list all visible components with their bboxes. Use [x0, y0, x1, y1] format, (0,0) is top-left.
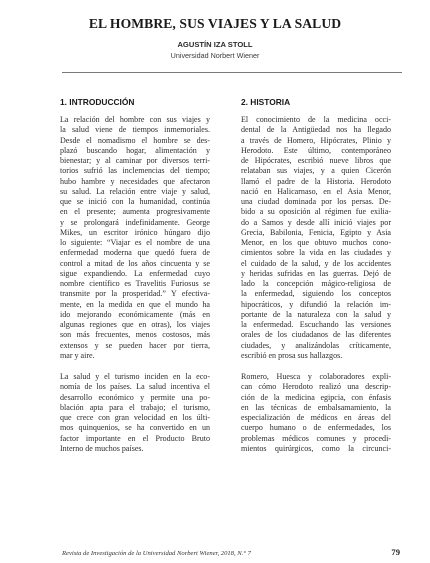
- header-divider: [62, 72, 402, 73]
- text-line: bido a su oposición al régimen fue exilia-: [241, 207, 391, 217]
- text-line: enfermedad moderna que quedó fuera de: [60, 248, 210, 258]
- text-line: son más frecuentes, menos costosos, más: [60, 330, 210, 340]
- journal-citation: Revista de Investigación de la Universidad Norbert Wiener, 2018, N.° 7: [62, 550, 251, 557]
- text-line: que crece con gran velocidad en los últi-: [60, 413, 210, 422]
- text-line: Menor, en los que obtuvo muchos cono-: [241, 238, 391, 247]
- text-line: factor importante en el Producto Bruto: [60, 433, 210, 443]
- text-line: extensos y se pueden hacer por tierra,: [60, 340, 210, 350]
- text-line: sigue expandiendo. La enfermedad cuyo: [60, 268, 210, 278]
- text-line: lado la concepción mágico-religiosa de: [241, 279, 391, 288]
- text-line: do a Samos y desde allí inició viajes por: [241, 217, 391, 227]
- text-line: La salud y el turismo inciden en la eco-: [60, 372, 210, 381]
- text-line: escribió en prosa sus hallazgos.: [241, 350, 343, 360]
- text-line: ido mejorando económicamente (más en: [60, 309, 210, 319]
- text-line: ciudades, y analizándolas críticamente,: [241, 340, 391, 350]
- text-line: hipocráticos, y difundió la relación im-: [241, 299, 391, 309]
- text-line: bienestar; y al caminar por diversos terri-: [60, 156, 210, 165]
- text-line: lo siguiente: “Viajar es el nombre de una: [60, 238, 210, 247]
- text-line: hubo hambre y necesidades que afectaron: [60, 176, 210, 186]
- text-line: Interno de muchos países.: [60, 443, 144, 453]
- text-line: la salud viene de tiempos inmemoriales.: [60, 125, 210, 135]
- text-line: Mikes, un escritor irónico húngaro dijo: [60, 227, 210, 237]
- text-line: dental de la Antigüedad nos ha llegado: [241, 125, 391, 135]
- text-line: su salud. La relación entre viaje y salud,: [60, 186, 210, 196]
- text-line: especialización de médicos en áreas del: [241, 413, 391, 422]
- paragraph: [241, 115, 391, 361]
- text-line: Romero, Huesca y colaboradores expli-: [241, 372, 391, 381]
- text-line: el cuidado de la salud, y de los accidentes: [241, 258, 391, 268]
- text-line: mar y aire.: [60, 350, 95, 360]
- text-line: orales de los ciudadanos de las diferentes: [241, 330, 391, 340]
- text-line: mente, en la medida en que el mundo ha: [60, 299, 210, 309]
- section-heading-introduccion: 1. INTRODUCCIÓN: [60, 97, 135, 107]
- text-line: torios sufrió las inclemencias del tiempo;: [60, 166, 210, 176]
- text-line: en las técnicas de embalsamamiento, la: [241, 402, 391, 412]
- text-line: nomía de los países. La salud incentiva el: [60, 382, 210, 392]
- text-line: nombre científico es Travelitis Furiosus se: [60, 279, 210, 288]
- text-line: llamó el padre de la Historia. Herodoto: [241, 176, 391, 186]
- text-line: mos quinquenios, se ha convertido en un: [60, 423, 210, 433]
- text-line: mientos quirúrgicos, como la circunci-: [241, 443, 391, 453]
- text-line: la enfermedad, siguiendo los conceptos: [241, 289, 391, 299]
- text-line: de Hipócrates, escribió nueve libros que: [241, 156, 391, 165]
- text-line: en el presente; aumenta progresivamente: [60, 207, 210, 217]
- text-line: que se inició con la humanidad, continúa: [60, 197, 210, 206]
- text-line: la enfermedad. Escuchando las versiones: [241, 320, 391, 329]
- text-line: y se prolongará indefinidamente. George: [60, 217, 210, 227]
- paragraph-spacer: [60, 361, 210, 372]
- text-line: cuerpo humano o de enfermedades, los: [241, 423, 391, 433]
- text-line: a través de Homero, Hipócrates, Plinio y: [241, 135, 391, 145]
- text-line: plazó buscando hogar, alimentación y: [60, 145, 210, 155]
- left-column: [60, 97, 210, 454]
- author-name: AGUSTÍN IZA STOLL: [177, 40, 253, 49]
- text-line: Herodoto. Este último, contemporáneo: [241, 145, 391, 155]
- paragraph: [60, 115, 210, 361]
- text-line: ción de la medicina egipcia, con énfasis: [241, 392, 391, 402]
- section-heading-historia: 2. HISTORIA: [241, 97, 291, 107]
- paragraph-spacer: [241, 361, 391, 372]
- text-line: can cómo Herodoto realizó una descrip-: [241, 382, 391, 392]
- text-line: blación apta para el trabajo; el turismo,: [60, 402, 210, 412]
- paragraph: [60, 372, 210, 454]
- author-affiliation: Universidad Norbert Wiener: [170, 51, 260, 60]
- text-line: nació en Halicarnaso, en el Asia Menor,: [241, 186, 391, 196]
- text-line: La relación del hombre con sus viajes y: [60, 115, 210, 124]
- article-title: EL HOMBRE, SUS VIAJES Y LA SALUD: [88, 16, 342, 31]
- text-line: portante de la naturaleza con la salud y: [241, 309, 391, 319]
- paragraph: [241, 372, 391, 454]
- text-line: una ciudad dominada por los persas. De-: [241, 197, 391, 206]
- text-line: cimientos sobre la vida en las ciudades y: [241, 248, 391, 258]
- text-line: y heridas sufridas en las guerras. Dejó de: [241, 268, 391, 278]
- text-line: desarrollo económico y permite una po-: [60, 392, 210, 402]
- text-line: El conocimiento de la medicina occi-: [241, 115, 391, 124]
- text-line: Grecia, Babilonia, Fenicia, Egipto y Asia: [241, 227, 391, 237]
- text-line: Desde el nomadismo el hombre se des-: [60, 135, 210, 145]
- text-line: relataban sus viajes, y a quien Cicerón: [241, 166, 391, 176]
- text-line: control a mitad de los años cincuenta y se: [60, 258, 210, 268]
- right-column: [241, 97, 391, 454]
- text-line: transmite por la prosperidad.” Y efectiva-: [60, 289, 210, 299]
- page-number: 79: [391, 547, 400, 557]
- text-line: algunas regiones que en otras), los viajes: [60, 320, 210, 329]
- text-line: problemas médicos comunes y procedi-: [241, 433, 391, 443]
